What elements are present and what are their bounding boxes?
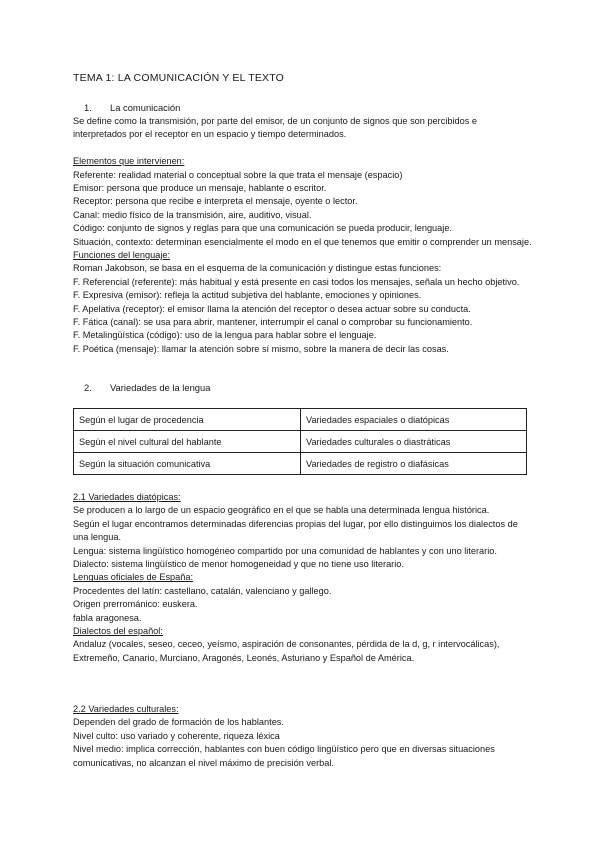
table-cell: Según el nivel cultural del hablante [74, 431, 301, 453]
table-cell: Según el lugar de procedencia [74, 409, 301, 431]
list-item: F. Poética (mensaje): llamar la atención sobre sí mismo, sobre la manera de decir las cosas. [73, 343, 449, 354]
list-item: Nivel medio: implica corrección, hablantes con buen código lingüístico pero que en diversas situaciones comunicativas, no alcanzan el nivel máximo de precisión verbal. [73, 744, 495, 768]
subheading-dialectos: Dialectos del español: [73, 626, 163, 637]
section-number: 2. [84, 382, 92, 393]
list-item: Código: conjunto de signos y reglas para que una comunicación se pueda producir, lenguaje. [73, 223, 452, 234]
list-item: Lengua: sistema lingüístico homogéneo compartido por una comunidad de hablantes y con uno literario. [73, 545, 497, 556]
list-item: Emisor: persona que produce un mensaje, hablante o escritor. [73, 183, 327, 194]
section-diatopicas-body [73, 491, 533, 665]
table-row [74, 453, 527, 475]
variedades-table [73, 408, 527, 475]
list-item: F. Fática (canal): se usa para abrir, mantener, interrumpir el canal o comprobar su funcionamiento. [73, 317, 473, 328]
list-item: F. Referencial (referente): más habitual y está presente en casi todos los mensajes, señala un hecho objetivo. [73, 276, 520, 287]
list-item: Origen prerrománico: euskera. [73, 599, 198, 610]
list-item: Referente: realidad material o conceptual sobre la que trata el mensaje (espacio) [73, 169, 403, 180]
section-heading-text: Variedades de la lengua [110, 382, 211, 393]
section-heading-text: La comunicación [110, 102, 181, 113]
section-comunicacion-body [73, 115, 533, 356]
document-title: TEMA 1: LA COMUNICACIÓN Y EL TEXTO [73, 72, 285, 84]
list-item: Situación, contexto: determinan esencialmente el modo en el que tenemos que emitir o comprender un mensaje. [73, 236, 532, 247]
list-item: fabla aragonesa. [73, 612, 142, 623]
list-item: Según el lugar encontramos determinadas diferencias propias del lugar, por ello distinguimos los dialectos de una lengua. [73, 518, 518, 543]
list-item: F. Expresiva (emisor): refleja la actitud subjetiva del hablante, emociones y opiniones. [73, 290, 422, 301]
subheading-lenguas-oficiales: Lenguas oficiales de España: [73, 572, 194, 583]
list-item: Receptor: persona que recibe e interpreta el mensaje, oyente o lector. [73, 196, 358, 207]
section-number: 1. [84, 102, 92, 113]
list-item: Dialecto: sistema lingüístico de menor homogeneidad y que no tiene uso literario. [73, 559, 404, 570]
spacer [73, 142, 533, 155]
table-cell: Variedades de registro o diafásicas [301, 453, 527, 475]
table-row [74, 431, 527, 453]
section-culturales-body [73, 703, 533, 770]
list-item: Roman Jakobson, se basa en el esquema de la comunicación y distingue estas funciones: [73, 263, 442, 274]
list-item: Andaluz (vocales, seseo, ceceo, yeísmo, aspiración de consonantes, pérdida de la d, g, r intervocálicas), Extremeño, Canario, Murciano, Aragonés, Leonés, Asturiano y Español de América. [73, 639, 500, 663]
section-heading-comunicacion [84, 102, 180, 113]
subheading-elementos: Elementos que intervienen: [73, 156, 185, 167]
table-cell: Variedades culturales o diastráticas [301, 431, 527, 453]
list-item: Se producen a lo largo de un espacio geográfico en el que se habla una determinada lengua histórica. [73, 505, 490, 516]
list-item: F. Apelativa (receptor): el emisor llama la atención del receptor o desea actuar sobre su conducta. [73, 303, 471, 314]
list-item: Dependen del grado de formación de los hablantes. [73, 717, 284, 728]
subheading-culturales: 2.2 Variedades culturales: [73, 704, 179, 714]
list-item: F. Metalingüística (código): uso de la lengua para hablar sobre el lenguaje. [73, 330, 377, 341]
subheading-funciones: Funciones del lenguaje: [73, 250, 171, 261]
subheading-diatopicas: 2.1 Variedades diatópicas: [73, 492, 181, 502]
list-item: Procedentes del latín: castellano, catalán, valenciano y gallego. [73, 585, 332, 596]
list-item: Nivel culto: uso variado y coherente, riqueza léxica [73, 730, 280, 741]
table-cell: Según la situación comunicativa [74, 453, 301, 475]
definition-paragraph: Se define como la transmisión, por parte del emisor, de un conjunto de signos que son percibidos e interpretados por el receptor en un espacio y tiempo determinados. [73, 116, 477, 140]
table-row [74, 409, 527, 431]
section-heading-variedades [84, 382, 210, 393]
list-item: Canal: medio físico de la transmisión, aire, auditivo, visual. [73, 209, 312, 220]
table-cell: Variedades espaciales o diatópicas [301, 409, 527, 431]
